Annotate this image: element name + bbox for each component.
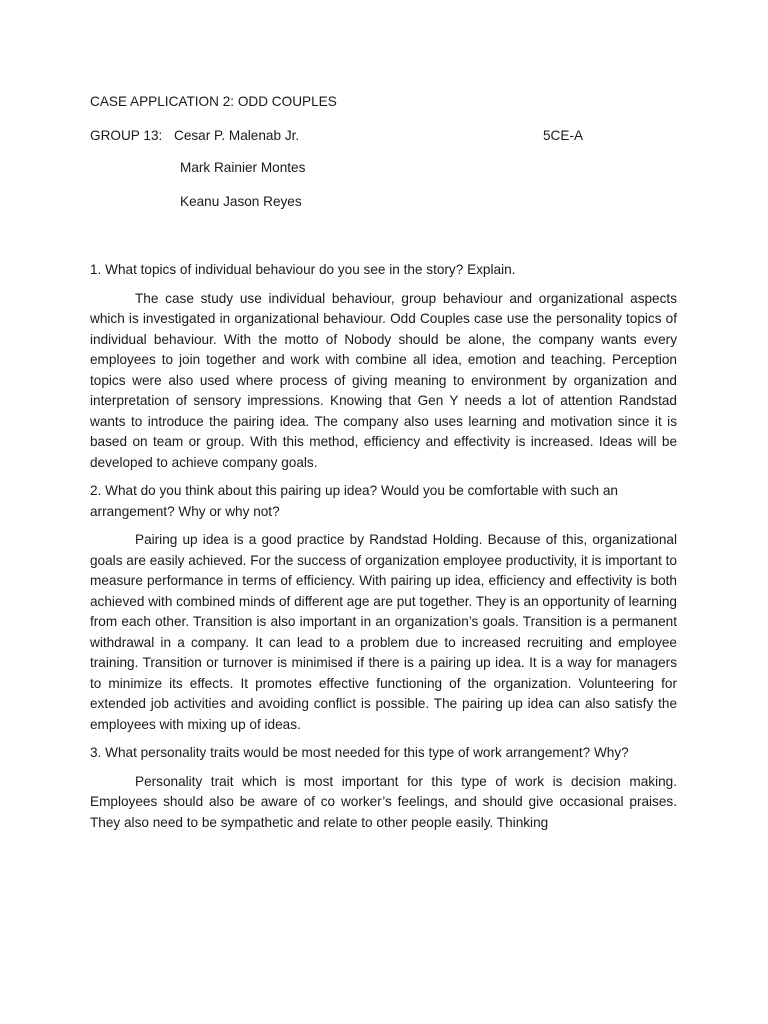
question-2: 2. What do you think about this pairing up idea? Would you be comfortable with such an arrangement? Why or why not? bbox=[90, 483, 618, 519]
answer-1: The case study use individual behaviour, group behaviour and organizational aspects which is investigated in organizational behaviour. Odd Couples case use the personality topics of individual behaviour. With the motto of Nobody should be alone, the company wants every employees to join together and work with combine all idea, emotion and teaching. Perception topics were also used where process of giving meaning to environment by organization and interpretation of sensory impressions. Knowing that Gen Y needs a lot of attention Randstad wants to introduce the pairing idea. The company also uses learning and motivation since it is based on team or group. With this method, efficiency and effectivity is increased. Ideas will be developed to achieve company goals. bbox=[90, 290, 677, 470]
answer-2: Pairing up idea is a good practice by Randstad Holding. Because of this, organizational goals are easily achieved. For the success of organization employee productivity, it is important to measure performance in terms of efficiency. With pairing up idea, efficiency and effectivity is both achieved with combined minds of different age are put together. They is an opportunity of learning from each other. Transition is also important in an organization’s goals. Transition is a permanent withdrawal in a company. It can lead to a problem due to increased recruiting and employee training. Transition or turnover is minimised if there is a pairing up idea. It is a way for managers to minimize its effects. It promotes effective functioning of the organization. Volunteering for extended job activities and avoiding conflict is possible. The pairing up idea can also satisfy the employees with mixing up of ideas. bbox=[90, 532, 677, 732]
group-member-2: Mark Rainier Montes bbox=[180, 160, 306, 175]
document-body bbox=[90, 260, 677, 841]
group-member-1: Cesar P. Malenab Jr. bbox=[174, 128, 300, 143]
section-code: 5CE-A bbox=[543, 128, 584, 143]
group-label: GROUP 13: bbox=[90, 128, 163, 143]
group-member-3: Keanu Jason Reyes bbox=[180, 194, 302, 209]
answer-3: Personality trait which is most important for this type of work is decision making. Employees should also be aware of co worker’s feelings, and should give occasional praises. They also need to be sympathetic and relate to other people easily. Thinking bbox=[90, 773, 677, 830]
document-title: CASE APPLICATION 2: ODD COUPLES bbox=[90, 94, 337, 109]
question-1: 1. What topics of individual behaviour do you see in the story? Explain. bbox=[90, 262, 516, 277]
question-3: 3. What personality traits would be most needed for this type of work arrangement? Why? bbox=[90, 745, 629, 760]
